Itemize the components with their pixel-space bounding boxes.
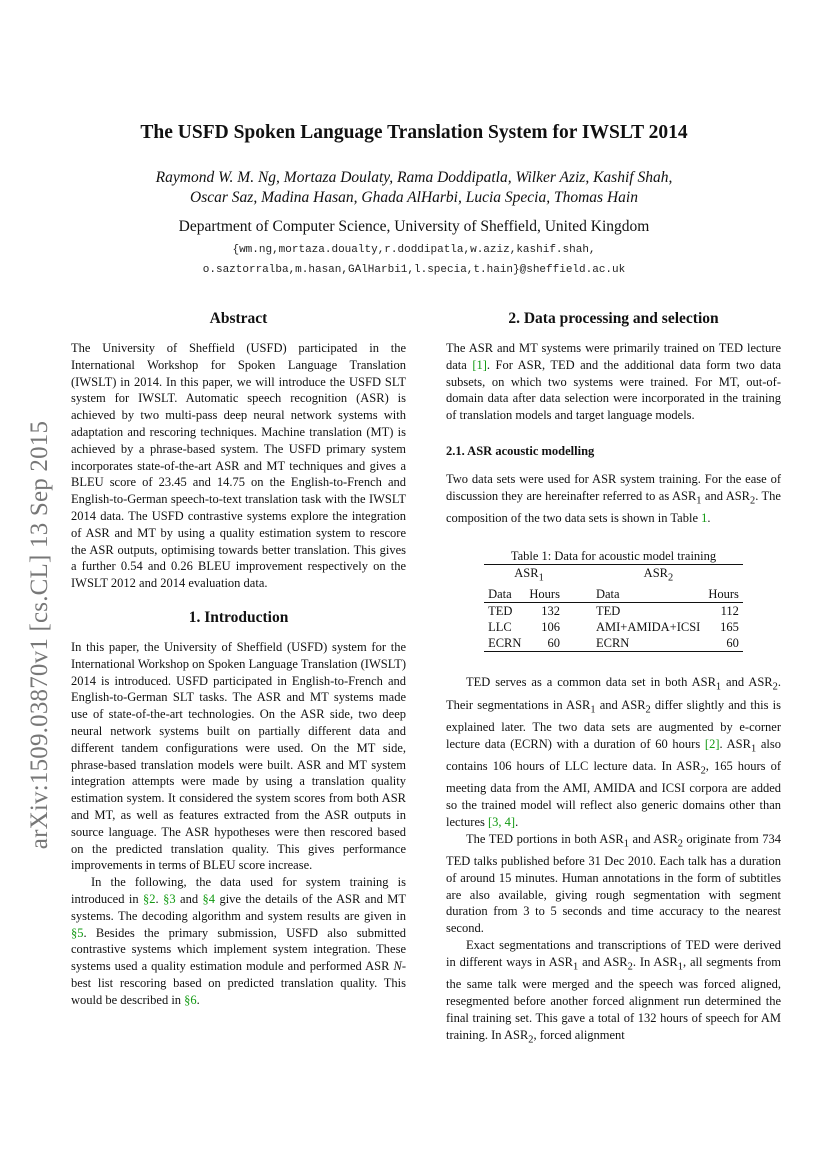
affiliation: Department of Computer Science, University of Sheffield, United Kingdom: [178, 218, 650, 235]
section-link-3[interactable]: §3: [163, 891, 176, 906]
asr-paragraph-2: TED serves as a common data set in both $ASR_1$ and $ASR_2$. Their segmentations in $ASR_1$ and $ASR_2$ differ slightly and this is explained later. The two data sets are augmented by e-corner lecture data (ECRN) with a duration of 60 hours [2]. $ASR_1$ also contains 106 hours of LLC lecture data. In $ASR_2$, 165 hours of meeting data from the AMI, AMIDA and ICSI corpora are added so the trained model will reflect also generic domains other than lectures [3, 4].: [446, 675, 781, 829]
asr-paragraph-1: Two data sets were used for ASR system training. For the ease of discussion they are hereinafter referred to as $ASR_1$ and $ASR_2$. The composition of the two data sets is shown in Table 1.: [446, 471, 781, 526]
introduction-paragraph-2: In the following, the data used for system training is introduced in §2. §3 and §4 give the details of the ASR and MT systems. The decoding algorithm and system results are given in §5. Besides the primary submission, USFD also submitted contrastive systems which implement system integration. These systems used a quality estimation module and performed ASR N-best list rescoring based on predicted translation quality. This would be described in §6.: [71, 875, 407, 1007]
authors-line-2: Oscar Saz, Madina Hasan, Ghada AlHarbi, Lucia Specia, Thomas Hain: [190, 189, 638, 206]
section-link-6[interactable]: §6: [184, 992, 197, 1007]
asr-acoustic-modelling-heading: 2.1. ASR acoustic modelling: [446, 443, 595, 458]
col-header-hours: Hours: [704, 586, 743, 603]
group-header-asr2: $ASR_2$: [574, 564, 743, 586]
authors-line-1: Raymond W. M. Ng, Mortaza Doulaty, Rama Doddipatla, Wilker Aziz, Kashif Shah,: [155, 169, 673, 186]
table-column-header: [484, 586, 743, 603]
abstract-text: The University of Sheffield (USFD) participated in the International Workshop for Spoken Language Translation (IWSLT) in 2014. In this paper, we will introduce the USFD SLT system for IWSLT. Automatic speech recognition (ASR) is achieved by two multi-pass deep neural network systems with adaptation and rescoring techniques. Machine translation (MT) is achieved by a phrase-based system. The USFD primary system incorporates state-of-the-art ASR and MT techniques and gives a BLEU score of 23.45 and 14.75 on the English-to-French and English-to-German speech-to-text translation task with the IWSLT 2014 data. The USFD contrastive systems explore the integration of ASR and MT by using a quality estimation system to rescore the ASR outputs, optimising towards better translation. This gives a further 0.54 and 0.26 BLEU improvement respectively on the IWSLT 2012 and 2014 evaluation data.: [71, 341, 406, 591]
abstract-heading: Abstract: [209, 310, 268, 327]
emails-line-2: o.saztorralba,m.hasan,GAlHarbi1,l.specia,t.hain}@sheffield.ac.uk: [202, 264, 626, 276]
table-row: LLC 106 AMI+AMIDA+ICSI 165: [488, 620, 739, 635]
acoustic-data-table: [484, 564, 743, 653]
arxiv-identifier-sidebar: [22, 365, 58, 905]
section-link-4[interactable]: §4: [202, 891, 216, 906]
citation-link-1[interactable]: [1]: [472, 357, 487, 372]
arxiv-identifier: arXiv:1509.03870v1 [cs.CL] 13 Sep 2015: [26, 420, 53, 850]
table-row: TED 132 TED 112: [488, 604, 739, 619]
table-row: ECRN 60 ECRN 60: [484, 635, 743, 652]
section-link-5[interactable]: §5: [71, 925, 84, 940]
emails-line-1: {wm.ng,mortaza.doualty,r.doddipatla,w.aziz,kashif.shah,: [232, 244, 596, 256]
asr-paragraph-4: Exact segmentations and transcriptions of TED were derived in different ways in $ASR_1$ and $ASR_2$. In $ASR_1$, all segments from the same talk were merged and the speech was forced aligned, resegmented before another forced alignment run determined the final training set. This gave a total of 132 hours of speech for AM training. In $ASR_2$, forced alignment: [446, 938, 781, 1046]
col-header-data: Data: [574, 586, 704, 603]
data-section-heading: 2. Data processing and selection: [508, 310, 719, 327]
section-link-2[interactable]: §2: [143, 891, 156, 906]
col-header-hours: Hours: [525, 586, 574, 603]
table-caption: Table 1: Data for acoustic model training: [510, 548, 717, 563]
table-group-header: [484, 564, 743, 586]
paper-title: The USFD Spoken Language Translation System for IWSLT 2014: [140, 122, 688, 143]
left-column: [71, 310, 406, 1008]
introduction-paragraph-1: In this paper, the University of Sheffield (USFD) system for the International Workshop on Spoken Language Translation (IWSLT) 2014 is introduced. USFD participated in English-to-French and English-to-German SLT tasks. The ASR and MT systems made use of state-of-the-art technologies. On the ASR side, two deep neural network systems built on partially different data and different tandem configurations were used. On the MT side, phrase-based translation models were built. ASR and MT system integration attempts were made by using a translation quality estimation system. It considered the system scores from both ASR and MT, as well as features extracted from the ASR outputs in source language. The ASR hypotheses were then rescored based on the predicted translation quality. This gives performance improvements in terms of BLEU score increase.: [71, 639, 406, 873]
citation-link-3-4[interactable]: [3, 4]: [488, 814, 516, 829]
table-1: [446, 549, 781, 653]
group-header-asr1: $ASR_1$: [484, 564, 574, 586]
citation-link-2[interactable]: [2]: [704, 736, 720, 751]
author-emails: [0, 240, 828, 280]
author-list: [0, 168, 828, 208]
asr-paragraph-3: The TED portions in both $ASR_1$ and $ASR_2$ originate from 734 TED talks published before 31 Dec 2010. Each talk has a duration of around 15 minutes. Human annotations in the form of subtitles are also available, giving rough segmentation with segment duration from 3 to 5 seconds and time accuracy to the nearest second.: [446, 831, 781, 936]
right-column: [446, 310, 781, 1049]
data-section-paragraph-1: The ASR and MT systems were primarily trained on TED lecture data [1]. For ASR, TED and the additional data form two data subsets, on which two systems were trained. For MT, out-of-domain data after data selection were incorporated in the training of translation models and target language models.: [446, 341, 781, 423]
introduction-heading: 1. Introduction: [188, 608, 289, 626]
table-link-1[interactable]: 1: [701, 511, 708, 526]
col-header-data: Data: [484, 586, 525, 603]
